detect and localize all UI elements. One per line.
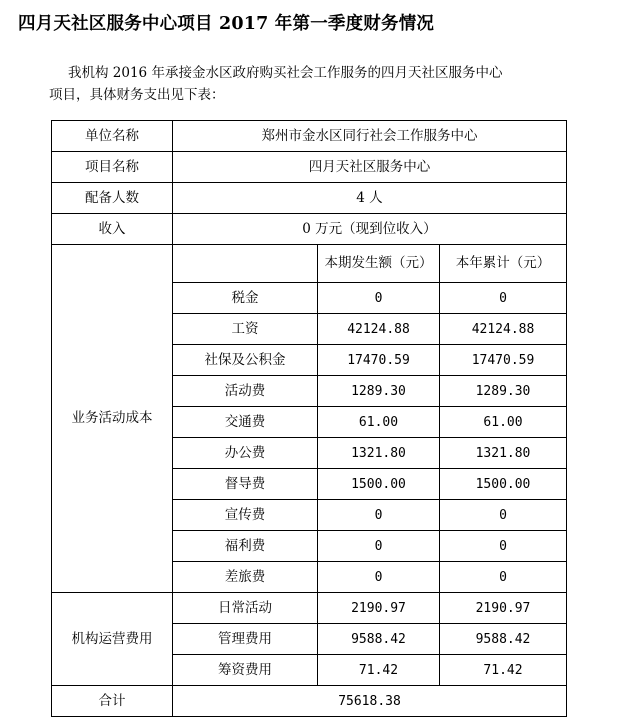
current-amount: 9588.42: [318, 624, 440, 655]
intro-paragraph: [49, 62, 577, 106]
item-label: 工资: [173, 314, 318, 345]
ytd-amount: 0: [440, 500, 567, 531]
ytd-amount: 1289.30: [440, 376, 567, 407]
current-amount: 0: [318, 531, 440, 562]
info-value: 0 万元（现到位收入）: [173, 214, 567, 245]
current-amount: 0: [318, 500, 440, 531]
current-amount: 0: [318, 562, 440, 593]
ytd-amount: 1500.00: [440, 469, 567, 500]
item-label: 交通费: [173, 407, 318, 438]
table-header-row: [52, 245, 567, 283]
ytd-amount: 1321.80: [440, 438, 567, 469]
group-label-business-cost: 业务活动成本: [52, 245, 173, 593]
table-row: [52, 593, 567, 624]
item-label: 税金: [173, 283, 318, 314]
current-amount: 71.42: [318, 655, 440, 686]
current-amount: 0: [318, 283, 440, 314]
current-amount: 17470.59: [318, 345, 440, 376]
intro-line-2: 项目，具体财务支出见下表：: [49, 87, 225, 103]
intro-line-1: 我机构 2016 年承接金水区政府购买社会工作服务的四月天社区服务中心: [68, 65, 503, 81]
total-label: 合计: [52, 686, 173, 717]
item-label: 日常活动: [173, 593, 318, 624]
item-label: 办公费: [173, 438, 318, 469]
current-amount: 61.00: [318, 407, 440, 438]
item-label: 筹资费用: [173, 655, 318, 686]
ytd-amount: 17470.59: [440, 345, 567, 376]
table-row: [52, 183, 567, 214]
group-label-operating-cost: 机构运营费用: [52, 593, 173, 686]
item-label: 宣传费: [173, 500, 318, 531]
ytd-amount: 0: [440, 283, 567, 314]
info-label: 项目名称: [52, 152, 173, 183]
ytd-amount: 42124.88: [440, 314, 567, 345]
header-blank-cell: [173, 245, 318, 283]
current-amount: 1289.30: [318, 376, 440, 407]
info-label: 配备人数: [52, 183, 173, 214]
ytd-amount: 9588.42: [440, 624, 567, 655]
table-row: [52, 214, 567, 245]
item-label: 社保及公积金: [173, 345, 318, 376]
document-title: 四月天社区服务中心项目 2017 年第一季度财务情况: [18, 14, 435, 34]
table-row: [52, 121, 567, 152]
ytd-amount: 61.00: [440, 407, 567, 438]
info-value: 四月天社区服务中心: [173, 152, 567, 183]
column-header-ytd: 本年累计（元）: [440, 245, 567, 283]
info-label: 收入: [52, 214, 173, 245]
ytd-amount: 2190.97: [440, 593, 567, 624]
info-value: 4 人: [173, 183, 567, 214]
current-amount: 42124.88: [318, 314, 440, 345]
ytd-amount: 0: [440, 531, 567, 562]
column-header-current: 本期发生额（元）: [318, 245, 440, 283]
info-label: 单位名称: [52, 121, 173, 152]
info-value: 郑州市金水区同行社会工作服务中心: [173, 121, 567, 152]
ytd-amount: 0: [440, 562, 567, 593]
item-label: 管理费用: [173, 624, 318, 655]
finance-table: [51, 120, 567, 717]
current-amount: 2190.97: [318, 593, 440, 624]
item-label: 差旅费: [173, 562, 318, 593]
total-value: 75618.38: [173, 686, 567, 717]
current-amount: 1321.80: [318, 438, 440, 469]
item-label: 活动费: [173, 376, 318, 407]
current-amount: 1500.00: [318, 469, 440, 500]
ytd-amount: 71.42: [440, 655, 567, 686]
table-row: [52, 152, 567, 183]
item-label: 督导费: [173, 469, 318, 500]
item-label: 福利费: [173, 531, 318, 562]
